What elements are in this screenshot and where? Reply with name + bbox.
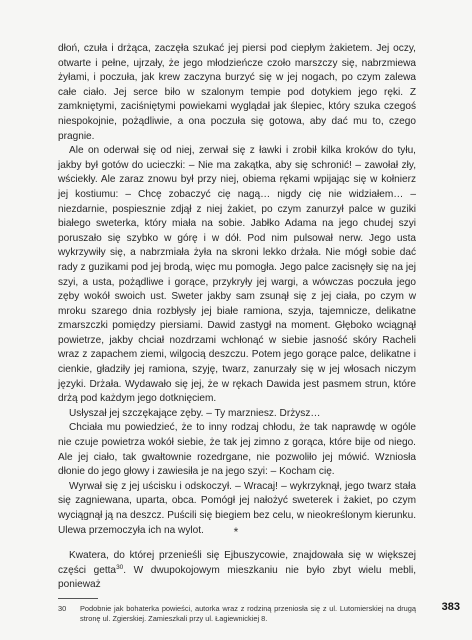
footnote (58, 604, 416, 624)
paragraph-text: Kwatera, do której przenieśli się Ejbuszycowie, znajdowała się w większej części getta (58, 550, 416, 576)
page-number: 383 (441, 601, 460, 613)
section-separator: * (233, 525, 239, 539)
final-text (58, 549, 416, 593)
paragraph-text: . W dwupokojowym mieszkaniu nie było zbyt wielu mebli, ponieważ (58, 564, 416, 591)
paragraph: Chciała mu powiedzieć, że to inny rodzaj chłodu, że tak naprawdę w ogóle nie czuje powietrza wokół siebie, że tak jej zimno z gorąca, które bije od niego. Ale jej ciało, tak gwałtownie rozedrgane, nie pozwoliło jej mówić. Wzniosła dłonie do jego głowy i zawiesiła je na jego szyi: – Kocham cię. (58, 422, 416, 478)
paragraph: Ale on oderwał się od niej, zerwał się z ławki i zrobił kilka kroków do tyłu, jakby był gotów do ucieczki: – Nie ma zakątka, aby się schronić! – zawołał zły, wściekły. Ale zaraz znowu był przy niej, obiema rękami wpijając się w kołnierz jej kostiumu: – Chcę zobaczyć cię nagą… nigdy cię nie widziałem… – niezdarnie, pospiesznie zdjął z niej żakiet, po czym zanurzył palce w guziki białego sweterka, który miała na sobie. Jabłko Adama na jego chudej szyi poruszało się szybko w górę i w dół. Pod nim pulsował nerw. Jego usta wykrzywiły się, a nabrzmiała żyła na skroni lekko drżała. Nie mógł sobie dać rady z guzikami pod jej brodą, więc mu pomogła. Jego palce zacisnęły się na jej szyi, a usta, pożądliwe i gorące, przykryły jej wargi, a wówczas poczuła jego zęby wokół swoich ust. Sweter jakby sam zsunął się z jej ciała, po czym w mroku szarego dnia rozbłysły jej białe ramiona, szyja, tajemnicze, delikatne zmarszczki pomiędzy piersiami. Dawid zastygł na moment. Głęboko wciągnął powietrze, jakby chciał nozdrzami wchłonąć w siebie jasność skóry Racheli wraz z zapachem ziemi, wilgocią deszczu. Potem jego gorące palce, delikatne i cienkie, gładziły jej ramiona, szyję, twarz, zanurzały się w jej włosach niczym języki. Drżała. Wydawało się jej, że w rękach Dawida jest pasmem strun, które drżą pod każdym jego dotknięciem. (58, 145, 416, 405)
main-text (58, 42, 416, 538)
footnote-divider (58, 598, 98, 599)
footnote-number: 30 (58, 604, 67, 613)
paragraph (58, 549, 416, 593)
paragraph: Wyrwał się z jej uścisku i odskoczył. – Wracaj! – wykrzyknął, jego twarz stała się zagniewana, uparta, obca. Pomógł jej nałożyć sweterek i żakiet, po czym wyciągnął ją na deszcz. Puścili się biegiem bez celu, w nieokreślonym kierunku. Ulewa przemoczyła ich na wylot. (58, 480, 416, 536)
paragraph: Usłyszał jej szczękające zęby. – Ty marzniesz. Drżysz… (69, 407, 321, 419)
footnote-text: Podobnie jak bohaterka powieści, autorka wraz z rodziną przeniosła się z ul. Lutomierskiej na drugą stronę ul. Zgierskiej. Zamieszkali przy ul. Łagiewnickiej 8. (80, 604, 416, 624)
paragraph: dłoń, czuła i drżąca, zaczęła szukać jej piersi pod ciepłym żakietem. Jej oczy, otwarte i pełne, ujrzały, że jego młodzieńcze czoło marszczy się, nabrzmiewa żyłami, i poczuła, jak krew zaczyna burzyć się w jej nogach, po czym zalewa całe ciało. Jej serce biło w szalonym tempie pod dotykiem jego ręki. Z zamkniętymi, zaciśniętymi powiekami wyglądał jak ślepiec, który szuka czegoś niespokojnie, pożądliwie, a ona poczuła się gotowa, aby dać mu to, czego pragnie. (58, 43, 416, 142)
footnote-reference: 30 (116, 563, 124, 571)
